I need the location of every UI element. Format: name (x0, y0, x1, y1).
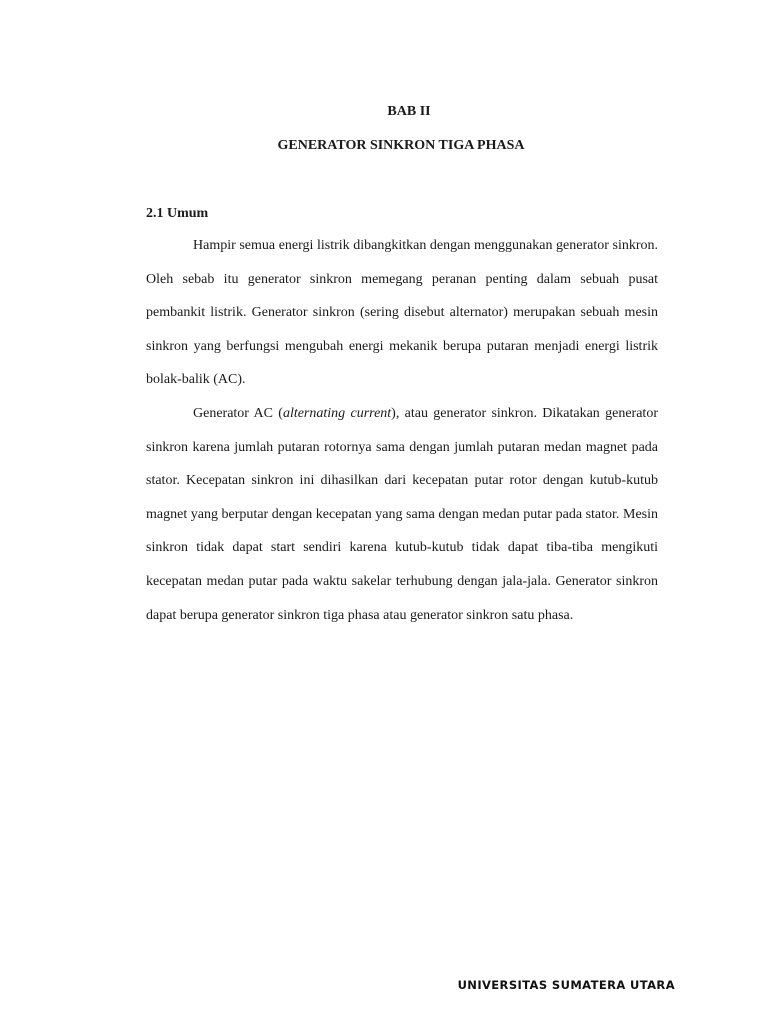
chapter-title: GENERATOR SINKRON TIGA PHASA (277, 138, 525, 153)
section-heading: 2.1 Umum (146, 206, 209, 221)
paragraph-1: Hampir semua energi listrik dibangkitkan dengan menggunakan generator sinkron. Oleh sebab itu generator sinkron memegang peranan penting dalam sebuah pusat pembankit listrik. Generator sinkron (sering disebut alternator) merupakan sebuah mesin sinkron yang berfungsi mengubah energi mekanik berupa putaran menjadi energi listrik bolak-balik (AC). (146, 238, 658, 388)
paragraph-2-emphasis: alternating current (282, 406, 392, 421)
paragraph-2-lead: Generator AC ( (193, 406, 283, 421)
chapter-label: BAB II (387, 104, 431, 119)
paragraph-2-rest: ), atau generator sinkron. Dikatakan generator sinkron karena jumlah putaran rotornya sama dengan jumlah putaran medan magnet pada stator. Kecepatan sinkron ini dihasilkan dari kecepatan putar rotor dengan kutub-kutub magnet yang berputar dengan kecepatan yang sama dengan medan putar pada stator. Mesin sinkron tidak dapat start sendiri karena kutub-kutub tidak dapat tiba-tiba mengikuti kecepatan medan putar pada waktu sakelar terhubung dengan jala-jala. Generator sinkron dapat berupa generator sinkron tiga phasa atau generator sinkron satu phasa. (146, 406, 658, 623)
paragraph-2 (146, 397, 658, 632)
footer-institution: UNIVERSITAS SUMATERA UTARA (457, 978, 675, 992)
